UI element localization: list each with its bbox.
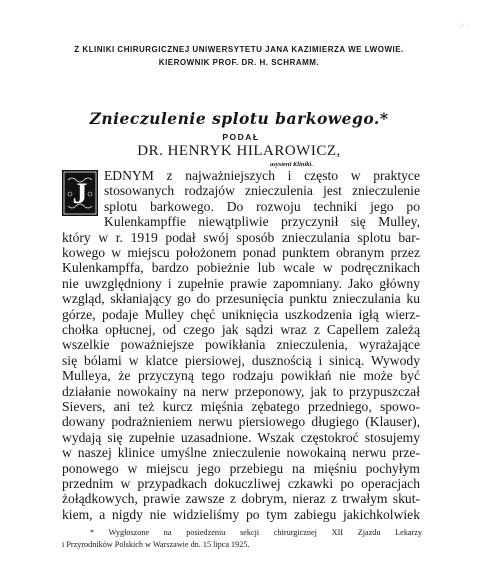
body-line: chołka opłucnej, od czego jak sądzi wraz z Capellem zależą bbox=[62, 322, 420, 337]
byline-podal: PODAŁ bbox=[222, 132, 260, 142]
author-name: DR. HENRYK HILAROWICZ, bbox=[137, 143, 341, 159]
body-line: przednim w przypadkach dokuczliwej czkawki po operacjach bbox=[62, 476, 420, 491]
body-line: żołądkowych, prawie zawsze z dobrym, nieraz z trwałym skut- bbox=[62, 491, 420, 507]
body-line: w naszej klinice umyślne znieczulenie nowokainą nerwu prze- bbox=[62, 445, 420, 461]
body-line: dowany podrażnieniem nerwu piersiowego długiego (Klauser), bbox=[62, 414, 420, 430]
footnote-line: i Przyrodników Polskich w Warszawie dn. 15 lipca 1925. bbox=[62, 540, 250, 549]
body-line: nie uwzględniony i zupełnie prawie zapomniany. Jako główny bbox=[62, 275, 420, 291]
body-line: EDNYM z najważniejszych i często w praktyce bbox=[104, 168, 420, 183]
body-line: Sievers, ani też kurcz mięśnia zębatego przedniego, spowo- bbox=[62, 399, 420, 414]
ornamental-initial-frame bbox=[62, 170, 98, 216]
body-line: splotu barkowego. Do rozwoju techniki jego po bbox=[104, 198, 420, 214]
body-line: wszelkie poważniejsze powikłania znieczulenia, wyrażające bbox=[62, 337, 420, 353]
drop-cap-letter: J bbox=[72, 177, 88, 210]
body-line: działanie nowokainy na nerw przeponowy, jak to przypuszczał bbox=[62, 383, 420, 399]
body-line: ponowego w miejscu jego przebiegu na mięśniu pochyłym bbox=[62, 460, 420, 476]
body-line: wydają się zupełnie uzasadnione. Wszak częstokroć stosujemy bbox=[62, 429, 420, 445]
scan-corner-mark: ·∕ · bbox=[458, 22, 470, 30]
clinic-header-line: Z KLINIKI CHIRURGICZNEJ UNIWERSYTETU JANA KAZIMIERZA WE LWOWIE. bbox=[74, 45, 404, 54]
body-line: Mulleya, że przyczyną tego rodzaju powikłań nie może być bbox=[62, 368, 420, 384]
body-line: Kulenkampffie niewątpliwie przyczynił się Mulley, bbox=[104, 214, 420, 230]
body-line: stosowanych rodzajów znieczulenia jest znieczulenie bbox=[104, 183, 420, 199]
body-line: kiem, a nigdy nie widzieliśmy po tym zabiegu jakichkolwiek bbox=[62, 506, 420, 522]
body-line: się bólami w klatce piersiowej, dusznością i sinicą. Wywody bbox=[62, 352, 420, 368]
clinic-director-line: KIEROWNIK PROF. DR. H. SCHRAMM. bbox=[158, 58, 320, 67]
body-line: który w r. 1919 podał swój sposób znieczulania splotu bar- bbox=[62, 229, 420, 245]
body-line: kowego w miejscu położonem ponad punktem obranym przez bbox=[62, 245, 420, 260]
footnote-line: * Wygłoszone na posiedzeniu sekcji chirurgicznej XII Zjazdu Lekarzy bbox=[90, 528, 422, 537]
body-line: górze, podaje Mulley chęć uniknięcia uszkodzenia igłą wierz- bbox=[62, 306, 420, 322]
author-role: asystent Kliniki. bbox=[270, 161, 313, 168]
drop-cap-initial bbox=[62, 170, 98, 216]
article-title: Znieczulenie splotu barkowego.* bbox=[89, 109, 389, 128]
body-line: wzgląd, skłaniający go do przesunięcia punktu znieczulania ku bbox=[62, 291, 420, 307]
body-line: Kulenkampffa, bardzo pobieżnie lub wcale w podręcznikach bbox=[62, 260, 420, 276]
